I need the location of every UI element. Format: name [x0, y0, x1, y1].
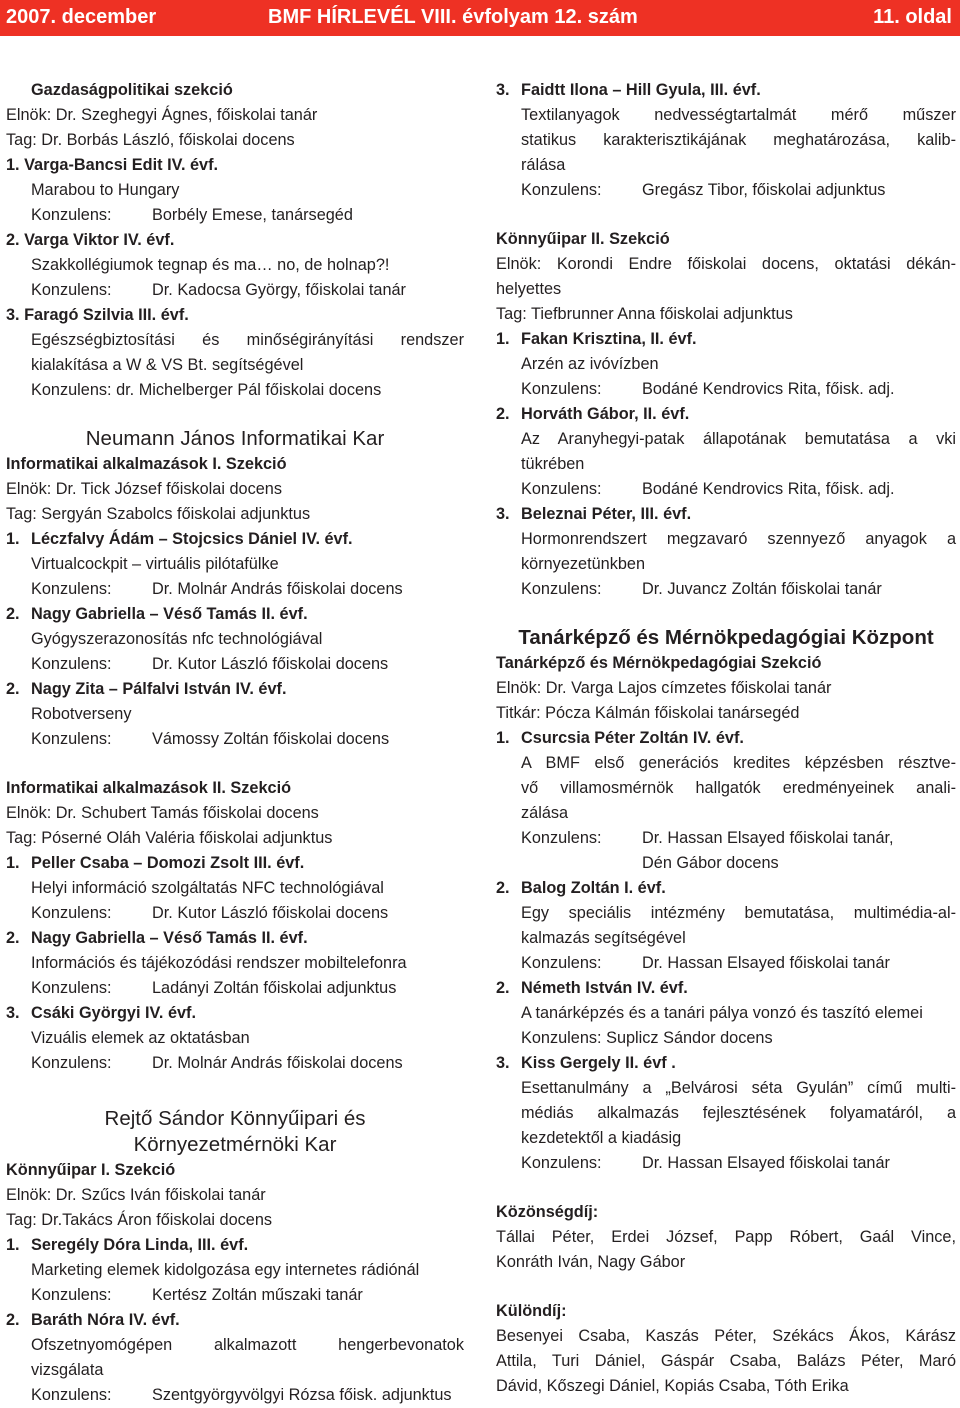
section-chair: Elnök: Dr. Tick József főiskolai docens — [6, 480, 282, 498]
section-member: Tag: Dr. Borbás László, főiskolai docens — [6, 131, 295, 149]
consultant-label: Konzulens: — [521, 829, 602, 847]
entry-head: 1. Varga-Bancsi Edit IV. évf. — [6, 156, 219, 174]
consultant-name: Bodáné Kendrovics Rita, főisk. adj. — [642, 480, 895, 498]
entry-title: Szakkollégiumok tegnap és ma… no, de holnap?! — [31, 256, 390, 274]
consultant-label: Konzulens: — [31, 1286, 112, 1304]
entry-number: 2. — [496, 879, 510, 897]
section-title: Könnyűipar II. Szekció — [496, 230, 670, 248]
consultant-name: Dr. Hassan Elsayed főiskolai tanár, — [642, 829, 894, 847]
entry-number: 1. — [6, 530, 20, 548]
entry-consultant — [496, 577, 956, 602]
consultant-name: Dr. Molnár András főiskolai docens — [152, 580, 403, 598]
faculty-title: Tanárképző és Mérnökpedagógiai Központ — [518, 626, 934, 649]
entry-title: Az Aranyhegyi-patak állapotának bemutatása a vki — [521, 430, 956, 448]
entry-name: Nagy Gabriella – Véső Tamás II. évf. — [31, 929, 308, 947]
section-chair: Elnök: Dr. Szűcs Iván főiskolai tanár — [6, 1186, 266, 1204]
entry-title: Vizuális elemek az oktatásban — [31, 1029, 250, 1047]
entry-title: Hormonrendszert megzavaró szennyező anyagok a — [521, 530, 956, 548]
page-header — [0, 0, 960, 36]
entry-name: Csáki Györgyi IV. évf. — [31, 1004, 197, 1022]
entry-title-cont: kialakítása a W & VS Bt. segítségével — [31, 356, 304, 374]
left-column — [6, 78, 464, 1408]
entry-name: Csurcsia Péter Zoltán IV. évf. — [521, 729, 744, 747]
entry-title: Ofszetnyomógépen alkalmazott hengerbevonatok — [31, 1336, 464, 1354]
consultant-label: Konzulens: — [31, 730, 112, 748]
special-award-label: Különdíj: — [496, 1302, 567, 1320]
section-title: Informatikai alkalmazások I. Szekció — [6, 455, 287, 473]
consultant-name: Dr. Hassan Elsayed főiskolai tanár — [642, 954, 890, 972]
consultant-name: Bodáné Kendrovics Rita, főisk. adj. — [642, 380, 895, 398]
entry-title-cont: kezdetektől a kiadásig — [521, 1129, 682, 1147]
consultant-label: Konzulens: — [521, 954, 602, 972]
section-chair: Elnök: Dr. Szeghegyi Ágnes, főiskolai tanár — [6, 106, 318, 124]
faculty-title: Rejtő Sándor Könnyűipari és — [104, 1107, 366, 1130]
entry-number: 3. — [496, 505, 510, 523]
entry-name: Nagy Zita – Pálfalvi István IV. évf. — [31, 680, 287, 698]
entry-consultant — [496, 951, 956, 976]
consultant-label: Konzulens: — [521, 181, 602, 199]
entry-name: Balog Zoltán I. évf. — [521, 879, 666, 897]
consultant-label: Konzulens: — [521, 1154, 602, 1172]
entry-consultant — [496, 826, 956, 851]
section-chair: Elnök: Korondi Endre főiskolai docens, oktatási dékán- — [496, 255, 956, 273]
entry-title: Gyógyszerazonosítás nfc technológiával — [31, 630, 323, 648]
consultant-name: Dr. Kutor László főiskolai docens — [152, 904, 389, 922]
section-title: Informatikai alkalmazások II. Szekció — [6, 779, 292, 797]
section-member: Tag: Póserné Oláh Valéria főiskolai adjunktus — [6, 829, 333, 847]
section-chair: Elnök: Dr. Varga Lajos címzetes főiskolai tanár — [496, 679, 832, 697]
entry-title: Egy speciális intézmény bemutatása, multimédia-al- — [521, 904, 956, 922]
audience-award-names: Tállai Péter, Erdei József, Papp Róbert, Gaál Vince, — [496, 1228, 956, 1246]
consultant-label: Konzulens: — [31, 281, 112, 299]
issue-date: 2007. december — [6, 6, 157, 28]
section-member: Tag: Sergyán Szabolcs főiskolai adjunktus — [6, 505, 311, 523]
entry-name: Seregély Dóra Linda, III. évf. — [31, 1236, 249, 1254]
entry-consultant — [6, 1383, 464, 1408]
entry-number: 1. — [6, 854, 20, 872]
entry-number: 2. — [6, 1311, 20, 1329]
consultant-label: Konzulens: — [31, 904, 112, 922]
section-title: Könnyűipar I. Szekció — [6, 1161, 176, 1179]
entry-title-cont: kalmazás segítségével — [521, 929, 686, 947]
section-chair-cont: helyettes — [496, 280, 562, 298]
entry-title-cont: statikus karakterisztikájának meghatározása, kalib- — [521, 131, 956, 149]
right-column — [496, 78, 956, 1399]
consultant-name: Gregász Tibor, főiskolai adjunktus — [642, 181, 886, 199]
entry-title: Esettanulmány a „Belvárosi séta Gyulán” című multi- — [521, 1079, 956, 1097]
consultant-name: Ladányi Zoltán főiskolai adjunktus — [152, 979, 397, 997]
entry-consultant: Konzulens: Suplicz Sándor docens — [521, 1029, 773, 1047]
consultant-label: Konzulens: — [521, 380, 602, 398]
entry-consultant — [496, 377, 956, 402]
consultant-label: Konzulens: — [31, 206, 112, 224]
entry-name: Kiss Gergely II. évf . — [521, 1054, 676, 1072]
section-chair: Elnök: Dr. Schubert Tamás főiskolai docens — [6, 804, 319, 822]
section-title: Gazdaságpolitikai szekció — [31, 81, 233, 99]
entry-consultant — [6, 976, 464, 1001]
entry-name: Németh István IV. évf. — [521, 979, 688, 997]
special-award-names-cont: Dávid, Kőszegi Dániel, Kopiás Csaba, Tóth Erika — [496, 1377, 849, 1395]
entry-number: 3. — [496, 1054, 510, 1072]
entry-consultant — [6, 278, 464, 303]
entry-consultant — [6, 1051, 464, 1076]
entry-consultant — [496, 477, 956, 502]
consultant-name: Dr. Hassan Elsayed főiskolai tanár — [642, 1154, 890, 1172]
entry-title: Információs és tájékozódási rendszer mobiltelefonra — [31, 954, 407, 972]
entry-number: 3. — [6, 1004, 20, 1022]
consultant-name: Dr. Molnár András főiskolai docens — [152, 1054, 403, 1072]
entry-title-cont: zálása — [521, 804, 569, 822]
entry-number: 1. — [6, 1236, 20, 1254]
entry-number: 1. — [496, 330, 510, 348]
entry-title-cont: rálása — [521, 156, 566, 174]
entry-number: 2. — [496, 405, 510, 423]
entry-name: Baráth Nóra IV. évf. — [31, 1311, 180, 1329]
entry-head: 2. Varga Viktor IV. évf. — [6, 231, 175, 249]
consultant-name: Dr. Kutor László főiskolai docens — [152, 655, 389, 673]
entry-consultant — [6, 652, 464, 677]
entry-name: Léczfalvy Ádám – Stojcsics Dániel IV. évf. — [31, 530, 353, 548]
audience-award-label: Közönségdíj: — [496, 1203, 599, 1221]
entry-head: 3. Faragó Szilvia III. évf. — [6, 306, 189, 324]
entry-consultant — [6, 727, 464, 752]
entry-name: Beleznai Péter, III. évf. — [521, 505, 692, 523]
entry-title: Virtualcockpit – virtuális pilótafülke — [31, 555, 279, 573]
special-award-names-cont: Attila, Turi Dániel, Gáspár Csaba, Balázs Péter, Maró — [496, 1352, 956, 1370]
entry-title: Textilanyagok nedvességtartalmát mérő műszer — [521, 106, 956, 124]
entry-consultant — [496, 1151, 956, 1176]
entry-number: 2. — [6, 680, 20, 698]
entry-title: Marketing elemek kidolgozása egy internetes rádiónál — [31, 1261, 420, 1279]
entry-title-cont: vő villamosmérnök hallgatók eredményeinek anali- — [521, 779, 956, 797]
entry-consultant — [496, 178, 956, 203]
entry-title: A tanárképzés és a tanári pálya vonzó és taszító elemei — [521, 1004, 923, 1022]
consultant-name: Borbély Emese, tanársegéd — [152, 206, 353, 224]
entry-title-cont: környezetünkben — [521, 555, 646, 573]
entry-title-cont: tükrében — [521, 455, 585, 473]
entry-name: Peller Csaba – Domozi Zsolt III. évf. — [31, 854, 305, 872]
entry-title-cont: vizsgálata — [31, 1361, 104, 1379]
entry-consultant: Konzulens: dr. Michelberger Pál főiskolai docens — [31, 381, 382, 399]
entry-consultant — [6, 203, 464, 228]
faculty-title-cont: Környezetmérnöki Kar — [133, 1133, 337, 1156]
consultant-name: Dr. Kadocsa György, főiskolai tanár — [152, 281, 406, 299]
section-secretary: Titkár: Pócza Kálmán főiskolai tanársegéd — [496, 704, 800, 722]
consultant-label: Konzulens: — [31, 580, 112, 598]
consultant-label: Konzulens: — [31, 979, 112, 997]
entry-number: 2. — [496, 979, 510, 997]
page-number: 11. oldal — [873, 6, 952, 28]
consultant-name-cont: Dén Gábor docens — [642, 854, 779, 872]
entry-consultant — [6, 901, 464, 926]
entry-number: 1. — [496, 729, 510, 747]
consultant-label: Konzulens: — [31, 655, 112, 673]
publication-title: BMF HÍRLEVÉL VIII. évfolyam 12. szám — [268, 6, 638, 28]
consultant-name: Szentgyörgyvölgyi Rózsa főisk. adjunktus — [152, 1386, 452, 1404]
section-member: Tag: Dr.Takács Áron főiskolai docens — [6, 1211, 273, 1229]
entry-title-cont: médiás alkalmazás fejlesztésének folyamatáról, a — [521, 1104, 956, 1122]
entry-title: Robotverseny — [31, 705, 132, 723]
consultant-label: Konzulens: — [31, 1054, 112, 1072]
entry-name: Nagy Gabriella – Véső Tamás II. évf. — [31, 605, 308, 623]
entry-number: 2. — [6, 605, 20, 623]
consultant-label: Konzulens: — [521, 580, 602, 598]
section-title: Tanárképző és Mérnökpedagógiai Szekció — [496, 654, 822, 672]
entry-title: Helyi információ szolgáltatás NFC technológiával — [31, 879, 384, 897]
entry-name: Fakan Krisztina, II. évf. — [521, 330, 697, 348]
entry-title: Marabou to Hungary — [31, 181, 180, 199]
entry-consultant — [6, 1283, 464, 1308]
faculty-title: Neumann János Informatikai Kar — [85, 427, 385, 450]
entry-name: Faidtt Ilona – Hill Gyula, III. évf. — [521, 81, 761, 99]
consultant-name: Dr. Juvancz Zoltán főiskolai tanár — [642, 580, 882, 598]
entry-title: Arzén az ivóvízben — [521, 355, 659, 373]
audience-award-names-cont: Konráth Iván, Nagy Gábor — [496, 1253, 686, 1271]
entry-title: Egészségbiztosítási és minőségirányítási rendszer — [31, 331, 464, 349]
consultant-label: Konzulens: — [521, 480, 602, 498]
entry-number: 3. — [496, 81, 510, 99]
entry-number: 2. — [6, 929, 20, 947]
consultant-name: Vámossy Zoltán főiskolai docens — [152, 730, 390, 748]
entry-consultant — [6, 577, 464, 602]
special-award-names: Besenyei Csaba, Kaszás Péter, Székács Ákos, Kárász — [496, 1327, 956, 1345]
entry-title: A BMF első generációs kredites képzésben résztve- — [521, 754, 956, 772]
consultant-label: Konzulens: — [31, 1386, 112, 1404]
consultant-name: Kertész Zoltán műszaki tanár — [152, 1286, 363, 1304]
entry-name: Horváth Gábor, II. évf. — [521, 405, 690, 423]
section-member: Tag: Tiefbrunner Anna főiskolai adjunktus — [496, 305, 793, 323]
